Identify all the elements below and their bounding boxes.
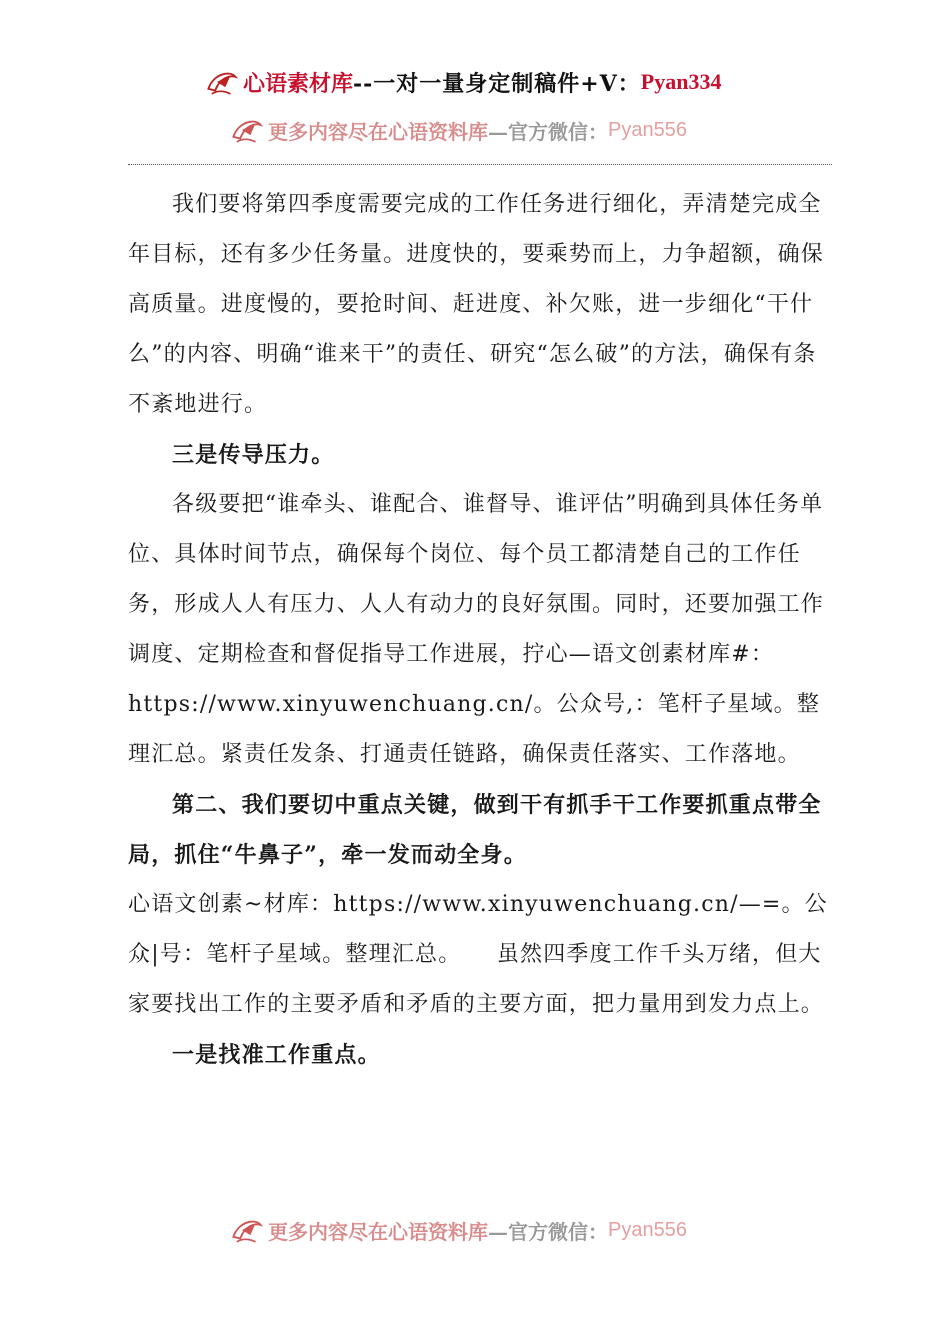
pen-logo-icon [230,113,264,147]
section-heading: 一是找准工作重点。 [172,1042,381,1068]
top-banner [230,112,687,148]
section-heading: 三是传导压力。 [172,442,335,468]
paragraph: 心语文创素~材库：https://www.xinyuwenchuang.cn/—=。公众|号：笔杆子星域。整理汇总。 虽然四季度工作千头万绪，但大家要找出工作的主要矛盾和矛盾的主要方面，把力量用到发力点上。 [128,892,828,1017]
bottom-banner [230,1212,687,1248]
banner-label: —官方微信： [488,119,608,144]
banner-wechat: Pyan556 [608,118,687,141]
banner-wechat: Pyan556 [608,1218,687,1241]
banner-text: 更多内容尽在心语资料库 [268,1219,488,1244]
header-slogan: --一对一量身定制稿件+V： [353,70,641,97]
document-body [128,180,828,1080]
section-heading: 第二、我们要切中重点关键，做到干有抓手干工作要抓重点带全局，抓住“牛鼻子”，牵一发而动全身。 [128,792,822,868]
banner-text: 更多内容尽在心语资料库 [268,119,488,144]
pen-logo-icon [230,1213,264,1247]
pen-logo-icon [205,65,239,99]
paragraph: 各级要把“谁牵头、谁配合、谁督导、谁评估”明确到具体任务单位、具体时间节点，确保每个岗位、每个员工都清楚自己的工作任务，形成人人有压力、人人有动力的良好氛围。同时，还要加强工作调度、定期检查和督促指导工作进展，拧心—语文创素材库#：https://www.xinyuwenchuang.cn/。公众号,：笔杆子星域。整理汇总。紧责任发条、打通责任链路，确保责任落实、工作落地。 [128,492,825,767]
paragraph: 我们要将第四季度需要完成的工作任务进行细化，弄清楚完成全年目标，还有多少任务量。进度快的，要乘势而上，力争超额，确保高质量。进度慢的，要抢时间、赶进度、补欠账，进一步细化“干什么”的内容、明确“谁来干”的责任、研究“怎么破”的方法，确保有条不紊地进行。 [128,192,825,417]
banner-label: —官方微信： [488,1219,608,1244]
header-wechat: Pyan334 [640,69,722,94]
brand-name: 心语素材库 [243,70,354,97]
header-divider [128,164,832,165]
header-title [205,62,721,102]
